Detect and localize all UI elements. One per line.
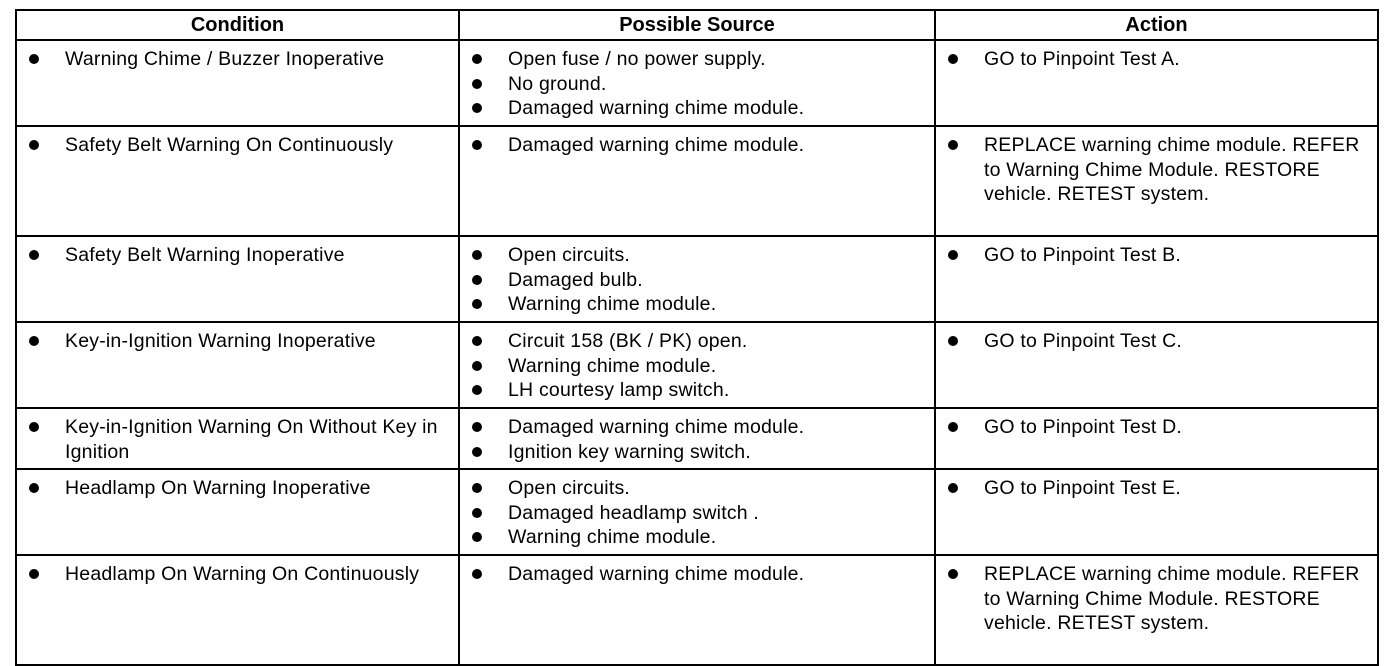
possible-source-cell [459, 322, 935, 408]
condition-text: Key-in-Ignition Warning Inoperative [65, 330, 376, 352]
header-action: Action [935, 10, 1378, 40]
bullet-icon [472, 422, 482, 432]
action-item: GO to Pinpoint Test E. [984, 477, 1181, 499]
possible-source-cell [459, 408, 935, 469]
bullet-icon [472, 79, 482, 89]
list-item [460, 243, 934, 268]
header-possible-source: Possible Source [459, 10, 935, 40]
bullet-icon [472, 385, 482, 395]
bullet-icon [472, 508, 482, 518]
possible-source-cell [459, 555, 935, 665]
bullet-list [936, 415, 1377, 440]
list-item [460, 47, 934, 72]
bullet-list [460, 562, 934, 587]
action-cell [935, 40, 1378, 126]
list-item [460, 476, 934, 501]
table-row [16, 322, 1378, 408]
list-item [460, 354, 934, 379]
bullet-icon [948, 140, 958, 150]
source-item: Warning chime module. [508, 526, 717, 548]
condition-cell [16, 236, 459, 322]
bullet-list [936, 476, 1377, 501]
list-item [17, 47, 458, 72]
list-item [936, 329, 1377, 354]
list-item [17, 562, 458, 587]
bullet-list [460, 476, 934, 550]
bullet-list [17, 562, 458, 587]
source-item: LH courtesy lamp switch. [508, 379, 730, 401]
bullet-list [17, 329, 458, 354]
bullet-list [17, 133, 458, 158]
condition-cell [16, 408, 459, 469]
list-item [460, 501, 934, 526]
source-item: Damaged headlamp switch . [508, 501, 760, 524]
bullet-icon [472, 447, 482, 457]
source-item: Circuit 158 (BK / PK) open. [508, 330, 748, 352]
diagnosis-chart [15, 9, 1377, 666]
bullet-icon [472, 336, 482, 346]
source-item: Open fuse / no power supply. [508, 48, 766, 70]
bullet-list [936, 243, 1377, 268]
source-item: Ignition key warning switch. [508, 440, 751, 463]
action-cell [935, 555, 1378, 665]
table-row [16, 40, 1378, 126]
bullet-icon [948, 569, 958, 579]
possible-source-cell [459, 40, 935, 126]
bullet-icon [948, 483, 958, 493]
bullet-list [17, 476, 458, 501]
source-item: Damaged warning chime module. [508, 97, 805, 119]
list-item [936, 133, 1377, 207]
source-item: No ground. [508, 72, 607, 95]
source-item: Warning chime module. [508, 293, 717, 315]
list-item [936, 415, 1377, 440]
source-item: Open circuits. [508, 244, 631, 266]
list-item [17, 329, 458, 354]
bullet-list [936, 329, 1377, 354]
table-row [16, 469, 1378, 555]
list-item [936, 562, 1377, 636]
action-item: GO to Pinpoint Test C. [984, 330, 1183, 352]
bullet-icon [472, 361, 482, 371]
list-item [460, 378, 934, 403]
bullet-icon [472, 250, 482, 260]
action-item: GO to Pinpoint Test B. [984, 244, 1181, 266]
condition-cell [16, 126, 459, 236]
bullet-list [460, 329, 934, 403]
list-item [17, 133, 458, 158]
condition-text: Safety Belt Warning On Continuously [65, 134, 394, 156]
bullet-icon [29, 250, 39, 260]
bullet-icon [472, 299, 482, 309]
bullet-icon [472, 275, 482, 285]
table-header-row [16, 10, 1378, 40]
bullet-list [17, 415, 458, 464]
bullet-icon [472, 140, 482, 150]
list-item [460, 96, 934, 121]
possible-source-cell [459, 236, 935, 322]
bullet-icon [948, 250, 958, 260]
table-row [16, 236, 1378, 322]
bullet-list [936, 47, 1377, 72]
bullet-icon [472, 103, 482, 113]
list-item [460, 415, 934, 440]
bullet-icon [948, 422, 958, 432]
bullet-icon [948, 54, 958, 64]
table-row [16, 555, 1378, 665]
action-item: GO to Pinpoint Test A. [984, 48, 1180, 70]
list-item [17, 476, 458, 501]
list-item [460, 562, 934, 587]
bullet-list [460, 415, 934, 464]
source-item: Damaged bulb. [508, 268, 643, 291]
list-item [936, 243, 1377, 268]
action-item: REPLACE warning chime module. REFER to Warning Chime Module. RESTORE vehicle. RETEST system. [984, 134, 1360, 205]
bullet-list [936, 133, 1377, 207]
header-condition: Condition [16, 10, 459, 40]
action-item: GO to Pinpoint Test D. [984, 416, 1183, 438]
list-item [17, 415, 458, 464]
possible-source-cell [459, 469, 935, 555]
bullet-icon [29, 54, 39, 64]
table-row [16, 408, 1378, 469]
condition-text: Warning Chime / Buzzer Inoperative [65, 48, 385, 70]
list-item [460, 440, 934, 465]
bullet-icon [472, 532, 482, 542]
action-cell [935, 126, 1378, 236]
bullet-list [17, 47, 458, 72]
list-item [936, 47, 1377, 72]
condition-text: Headlamp On Warning On Continuously [65, 563, 420, 585]
bullet-list [460, 47, 934, 121]
condition-text: Headlamp On Warning Inoperative [65, 477, 371, 499]
bullet-list [460, 133, 934, 158]
bullet-icon [29, 569, 39, 579]
bullet-list [936, 562, 1377, 636]
condition-cell [16, 469, 459, 555]
bullet-icon [472, 54, 482, 64]
condition-text: Safety Belt Warning Inoperative [65, 244, 345, 266]
list-item [17, 243, 458, 268]
list-item [460, 133, 934, 158]
list-item [460, 525, 934, 550]
condition-cell [16, 322, 459, 408]
bullet-icon [29, 422, 39, 432]
source-item: Open circuits. [508, 477, 631, 499]
bullet-icon [29, 336, 39, 346]
condition-cell [16, 555, 459, 665]
condition-text: Key-in-Ignition Warning On Without Key in Ignition [65, 416, 438, 463]
action-item: REPLACE warning chime module. REFER to Warning Chime Module. RESTORE vehicle. RETEST system. [984, 563, 1360, 634]
action-cell [935, 322, 1378, 408]
list-item [936, 476, 1377, 501]
bullet-icon [472, 569, 482, 579]
source-item: Damaged warning chime module. [508, 134, 805, 156]
symptom-table [15, 9, 1379, 666]
list-item [460, 329, 934, 354]
source-item: Damaged warning chime module. [508, 563, 805, 585]
action-cell [935, 236, 1378, 322]
source-item: Damaged warning chime module. [508, 416, 805, 438]
bullet-list [460, 243, 934, 317]
bullet-list [17, 243, 458, 268]
condition-cell [16, 40, 459, 126]
source-item: Warning chime module. [508, 354, 717, 377]
list-item [460, 292, 934, 317]
table-row [16, 126, 1378, 236]
list-item [460, 268, 934, 293]
bullet-icon [472, 483, 482, 493]
possible-source-cell [459, 126, 935, 236]
action-cell [935, 469, 1378, 555]
bullet-icon [29, 483, 39, 493]
bullet-icon [948, 336, 958, 346]
bullet-icon [29, 140, 39, 150]
action-cell [935, 408, 1378, 469]
list-item [460, 72, 934, 97]
